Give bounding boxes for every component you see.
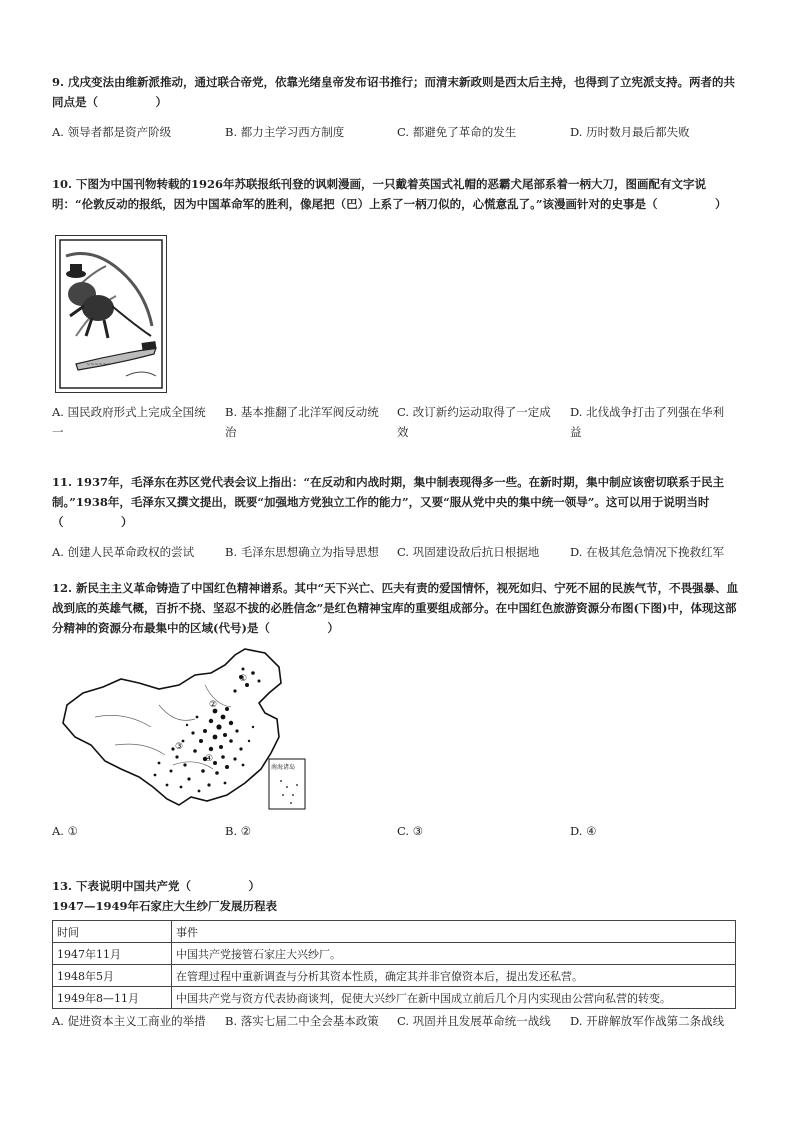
question-11-stem: 11. 1937年，毛泽东在苏区党代表会议上指出：“在反动和内战时期，集中制表现得多一些。在新时期，集中制应该密切联系于民主制。”1938年，毛泽东又撰文提出，既要“加强地方党独立工作的能力”，又要“服从党中央的集中统一领导”。这可以用于说明当时（ ） <box>52 475 725 529</box>
development-table <box>52 920 736 1009</box>
question-10-stem: 10. 下图为中国刊物转载的1926年苏联报纸刊登的讽刺漫画，一只戴着英国式礼帽的恶霸犬尾部系着一柄大刀，图画配有文字说明：“伦敦反动的报纸，因为中国革命军的胜利，像尾把（巴）上系了一柄刀似的，心慌意乱了。”该漫画针对的史事是（ ） <box>52 177 727 211</box>
map-marker-1: ① <box>239 674 248 684</box>
question-13-stem: 13. 下表说明中国共产党（ ） <box>52 879 261 893</box>
table-header-time: 时间 <box>53 921 172 943</box>
question-10-option-b[interactable]: B. 基本推翻了北洋军阀反动统治 <box>225 405 379 439</box>
table-cell-event: 中国共产党与资方代表协商谈判，促使大兴纱厂在新中国成立前后几个月内实现由公营向私营的转变。 <box>172 987 736 1009</box>
question-10-options-wrap <box>52 402 742 442</box>
question-12 <box>52 578 742 638</box>
question-12-option-a[interactable]: A. ① <box>52 824 78 838</box>
question-13 <box>52 876 742 1031</box>
red-tourism-map <box>55 645 310 813</box>
question-12-option-b[interactable]: B. ② <box>225 824 252 838</box>
question-12-option-d[interactable]: D. ④ <box>570 824 597 838</box>
question-9-stem: 9. 戊戌变法由维新派推动，通过联合帝党，依靠光绪皇帝发布诏书推行；而清末新政则是西太后主持，也得到了立宪派支持。两者的共同点是（ ） <box>52 75 736 109</box>
table-cell-event: 在管理过程中重新调查与分析其资本性质，确定其并非官僚资本后，提出发还私营。 <box>172 965 736 987</box>
table-header-event: 事件 <box>172 921 736 943</box>
question-12-option-c[interactable]: C. ③ <box>397 824 424 838</box>
map-inset-label: 南海诸岛 <box>271 764 296 771</box>
question-11-options <box>52 542 742 562</box>
question-12-stem: 12. 新民主主义革命铸造了中国红色精神谱系。其中“天下兴亡、匹夫有责的爱国情怀，视死如归、宁死不屈的民族气节，不畏强暴、血战到底的英雄气概，百折不挠、坚忍不拔的必胜信念”是红色精神宝库的重要组成部分。在中国红色旅游资源分布图(下图)中，体现这部分精神的资源分布最集中的区域(代号)是（ ） <box>52 581 739 635</box>
question-12-options-wrap <box>52 821 742 841</box>
map-marker-4: ④ <box>205 754 214 764</box>
question-12-options <box>52 821 742 841</box>
table-cell-time: 1948年5月 <box>53 965 172 987</box>
question-11-option-d[interactable]: D. 在极其危急情况下挽救红军 <box>570 545 725 559</box>
question-9-option-c[interactable]: C. 都避免了革命的发生 <box>397 125 517 139</box>
table-row <box>53 987 736 1009</box>
table-cell-event: 中国共产党接管石家庄大兴纱厂。 <box>172 943 736 965</box>
question-13-option-c[interactable]: C. 巩固并且发展革命统一战线 <box>397 1014 551 1028</box>
question-13-option-d[interactable]: D. 开辟解放军作战第二条战线 <box>570 1014 725 1028</box>
question-9-options <box>52 122 742 142</box>
question-13-option-a[interactable]: A. 促进资本主义工商业的举措 <box>52 1014 206 1028</box>
question-10-options <box>52 402 742 442</box>
question-9 <box>52 72 742 142</box>
question-11-option-b[interactable]: B. 毛泽东思想确立为指导思想 <box>225 545 379 559</box>
table-row <box>53 943 736 965</box>
question-9-option-d[interactable]: D. 历时数月最后都失败 <box>570 125 690 139</box>
question-13-option-b[interactable]: B. 落实七届二中全会基本政策 <box>225 1014 379 1028</box>
question-13-options <box>52 1011 742 1031</box>
table-cell-time: 1947年11月 <box>53 943 172 965</box>
china-map-icon <box>55 645 310 813</box>
question-11 <box>52 472 742 562</box>
svg-text:~~~~~~: ~~~~~~ <box>86 362 112 368</box>
question-10-option-a[interactable]: A. 国民政府形式上完成全国统一 <box>52 405 206 439</box>
table-title: 1947—1949年石家庄大生纱厂发展历程表 <box>52 899 278 913</box>
map-marker-3: ③ <box>175 742 184 752</box>
question-9-option-b[interactable]: B. 都力主学习西方制度 <box>225 125 345 139</box>
cartoon-dog-with-sword-icon <box>56 236 166 392</box>
question-9-option-a[interactable]: A. 领导者都是资产阶级 <box>52 125 172 139</box>
table-header-row <box>53 921 736 943</box>
table-cell-time: 1949年8—11月 <box>53 987 172 1009</box>
question-11-option-a[interactable]: A. 创建人民革命政权的尝试 <box>52 545 195 559</box>
question-11-option-c[interactable]: C. 巩固建设敌后抗日根据地 <box>397 545 540 559</box>
question-10-option-c[interactable]: C. 改订新约运动取得了一定成效 <box>397 405 551 439</box>
map-marker-2: ② <box>209 700 218 710</box>
table-row <box>53 965 736 987</box>
question-10 <box>52 174 742 214</box>
question-10-option-d[interactable]: D. 北伐战争打击了列强在华利益 <box>570 405 725 439</box>
cartoon-image <box>55 235 167 393</box>
